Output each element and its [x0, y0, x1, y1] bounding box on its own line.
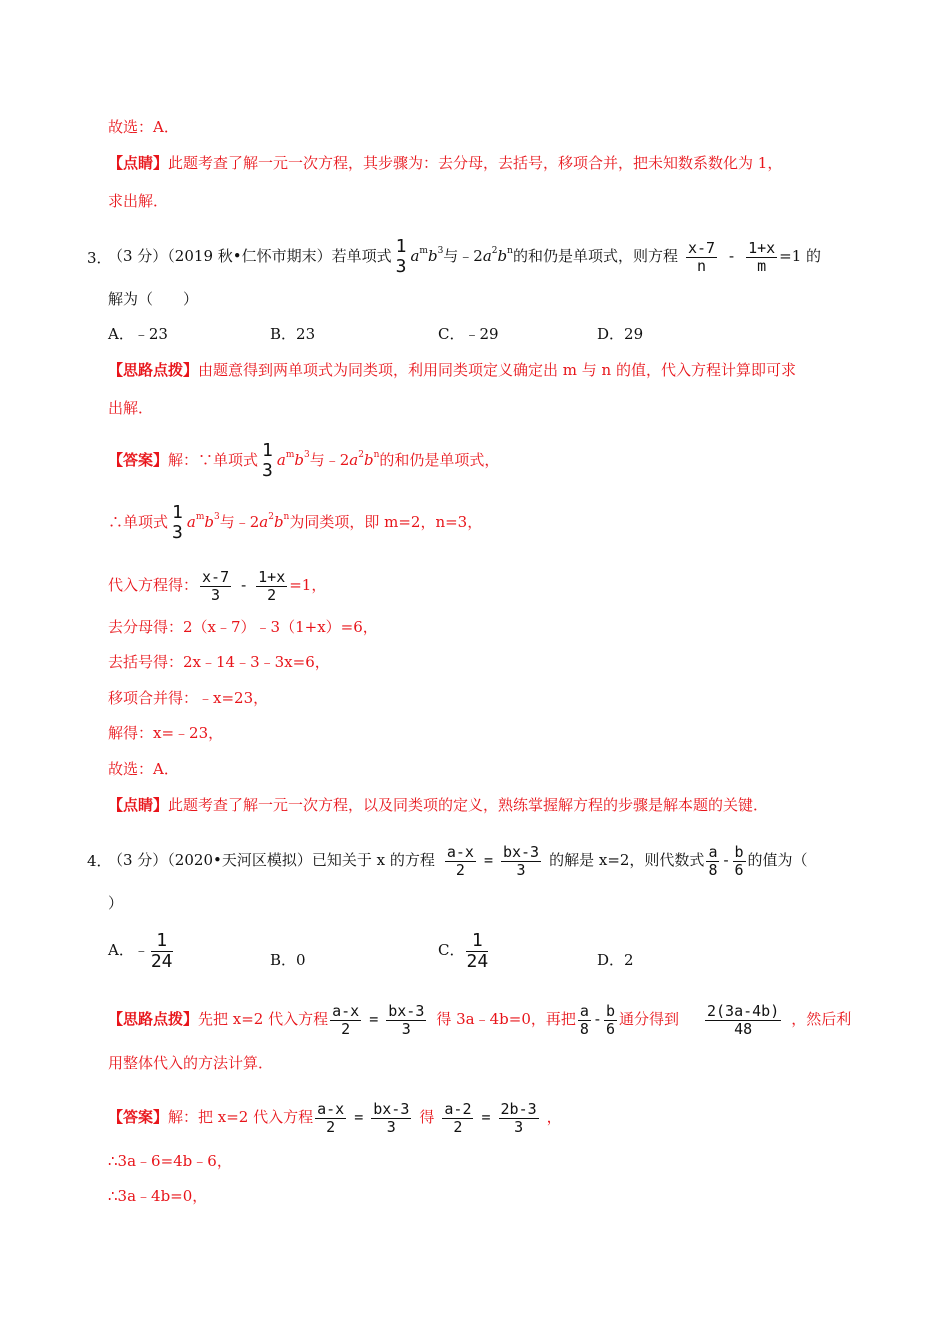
q4-hint-tag: 【思路点拨】 — [108, 1010, 199, 1028]
q3-answer-2a: ∴单项式 — [108, 513, 169, 531]
q3-option-b: B．23 — [270, 325, 316, 343]
q3-comment — [108, 795, 768, 815]
q4-answer-b: 得 — [419, 1108, 435, 1126]
comment-line — [108, 153, 782, 173]
q4-h-g1-den: 8 — [579, 1019, 589, 1038]
q4-g2-num: b — [734, 842, 744, 861]
q3-option-c: C．﹣29 — [438, 325, 499, 343]
q4-option-b: B．0 — [270, 951, 306, 969]
q4-h-f3-den: 48 — [734, 1019, 753, 1038]
q3-answer-2b: 为同类项，即 m=2，n=3， — [289, 513, 483, 531]
q4-hint-expr-fraction-1 — [578, 1003, 591, 1038]
q4-answer-tag: 【答案】 — [108, 1108, 169, 1126]
q4-a-f2-num: bx-3 — [373, 1099, 410, 1118]
q4-stem-mid: 的解是 x=2，则代数式 — [549, 851, 705, 869]
q4-hint-fraction-1 — [330, 1003, 361, 1038]
q4-a-f2-den: 3 — [386, 1117, 396, 1136]
q3-stem — [108, 224, 821, 288]
q3-mono1-b: b — [427, 247, 438, 265]
q4-a-f4-den: 3 — [514, 1117, 524, 1136]
comment-tag: 【点睛】 — [108, 154, 169, 172]
q3-answer-1a: 解：∵单项式 — [168, 451, 259, 469]
q4-step-1: ∴3a﹣6=4b﹣6， — [108, 1152, 232, 1170]
q3-answer-3-fraction-2 — [256, 569, 287, 604]
q4-h-f2-num: bx-3 — [388, 1001, 425, 1020]
q4-h-g1-num: a — [579, 1001, 589, 1020]
q4-oc-num: 1 — [466, 931, 488, 952]
q3-answer-1 — [108, 428, 499, 492]
q4-answer-fraction-3 — [442, 1101, 473, 1136]
q4-f1-den: 2 — [455, 860, 465, 879]
q4-option-a-label: A．﹣ — [108, 941, 149, 959]
q4-answer-fraction-4 — [499, 1101, 539, 1136]
q4-hint — [108, 984, 851, 1054]
q3-a1-a: a — [276, 451, 286, 469]
q4-option-c-fraction — [466, 931, 488, 972]
q3-hint-tag: 【思路点拨】 — [108, 361, 199, 379]
q4-hint-d: ，然后利 — [791, 1010, 852, 1028]
q3-a1-b2: b — [363, 451, 374, 469]
q4-answer-a: 解：把 x=2 代入方程 — [168, 1108, 314, 1126]
q3-mono2-a: a — [482, 247, 492, 265]
q4-f2-den: 3 — [516, 860, 526, 879]
q4-h-f1-den: 2 — [341, 1019, 351, 1038]
q3-hint-line-2: 出解． — [108, 399, 154, 417]
q4-g2-den: 6 — [734, 860, 744, 879]
conclusion-line: 故选：A． — [108, 118, 179, 136]
q4-answer-c: ， — [546, 1108, 562, 1126]
q3-mono2-exp-n: n — [507, 246, 513, 256]
q4-f1-num: a-x — [446, 842, 474, 861]
q3-step-3: 移项合并得：﹣x=23， — [108, 689, 269, 707]
q3-answer-2 — [108, 490, 482, 554]
q4-oc-den: 24 — [466, 950, 489, 972]
q4-answer-1 — [108, 1082, 562, 1152]
q4-hint-expr-fraction-2 — [604, 1003, 617, 1038]
q3-answer-tag: 【答案】 — [108, 451, 169, 469]
q3-hint-text: 由题意得到两单项式为同类项，利用同类项定义确定出 m 与 n 的值，代入方程计算即可求 — [198, 361, 796, 379]
q3-hint — [108, 360, 796, 380]
q3-answer-3 — [108, 555, 326, 615]
q4-h-f3-num: 2(3a-4b) — [707, 1001, 780, 1020]
q4-step-2: ∴3a﹣4b=0， — [108, 1187, 208, 1205]
q3-comment-tag: 【点睛】 — [108, 796, 169, 814]
q3-coef-fraction — [394, 237, 409, 277]
comment-line-2: 求出解． — [108, 192, 169, 210]
q3-a3-f1-num: x-7 — [202, 567, 230, 586]
q4-oa-num: 1 — [151, 931, 173, 952]
q3-stem-pre: （3 分）（2019 秋•仁怀市期末）若单项式 — [108, 247, 392, 265]
q3-a3-minus: - — [239, 576, 249, 594]
q3-a2-exp-n: n — [283, 512, 290, 522]
q4-a-f3-den: 2 — [453, 1117, 463, 1136]
q4-stem — [108, 830, 808, 890]
q4-answer-fraction-1 — [315, 1101, 346, 1136]
q3-number: 3． — [87, 249, 112, 267]
q4-answer-equals-2: = — [481, 1108, 491, 1126]
q4-number: 4． — [87, 852, 112, 870]
q4-option-a — [108, 920, 175, 980]
q4-option-c — [438, 920, 490, 980]
q3-answer-2-fraction — [170, 503, 185, 543]
q3-eq-f2-num: 1+x — [748, 238, 776, 257]
q3-option-a: A．﹣23 — [108, 325, 168, 343]
q4-fraction-2 — [501, 844, 541, 879]
q4-expr-minus: - — [721, 851, 731, 869]
q4-h-g2-num: b — [605, 1001, 615, 1020]
q3-a2-a: a — [186, 513, 196, 531]
q3-coef-den: 3 — [395, 256, 407, 277]
q3-a1-exp-n: n — [373, 450, 380, 460]
q3-coef-num: 1 — [395, 236, 407, 257]
q3-a2-num: 1 — [172, 502, 183, 523]
q3-stem-mid: 的和仍是单项式，则方程 — [512, 247, 678, 265]
q3-answer-3-fraction-1 — [200, 569, 231, 604]
q3-a3-f2-num: 1+x — [258, 567, 286, 586]
q3-a1-b: b — [294, 451, 304, 469]
q4-answer-fraction-2 — [371, 1101, 411, 1136]
q3-step-4: 解得：x=﹣23， — [108, 724, 224, 742]
q3-eq-tail: =1 的 — [779, 247, 822, 265]
q3-answer-3b: =1， — [289, 576, 327, 594]
q4-a-f1-num: a-x — [317, 1099, 345, 1118]
q3-a1-exp-3: 3 — [303, 450, 310, 460]
q4-hint-expr-minus: - — [592, 1010, 602, 1028]
q3-a2-a2: a — [259, 513, 269, 531]
q3-a1-den: 3 — [262, 460, 273, 481]
q4-hint-a: 先把 x=2 代入方程 — [198, 1010, 329, 1028]
q4-option-c-label: C． — [438, 941, 465, 959]
q4-hint-b: 得 3a﹣4b=0，再把 — [436, 1010, 576, 1028]
q4-f2-num: bx-3 — [502, 842, 540, 861]
q3-eq-fraction-1 — [686, 240, 717, 275]
q3-and: 与﹣2 — [443, 247, 483, 265]
q4-stem-tail: 的值为（ — [747, 851, 808, 869]
q3-mono1-exp-3: 3 — [437, 246, 444, 256]
q4-h-g2-den: 6 — [605, 1019, 615, 1038]
q3-answer-1b: 的和仍是单项式， — [379, 451, 500, 469]
q3-a2-exp-m: m — [195, 512, 205, 522]
q4-equals: = — [483, 851, 493, 869]
q4-hint-c: 通分得到 — [618, 1010, 679, 1028]
q4-expr-fraction-1 — [706, 844, 719, 879]
q3-eq-f2-den: m — [757, 256, 767, 275]
q3-a2-den: 3 — [172, 522, 183, 543]
q3-mono2-exp-2: 2 — [491, 246, 498, 256]
q3-eq-f1-num: x-7 — [687, 238, 716, 257]
q3-comment-text: 此题考查了解一元一次方程，以及同类项的定义，熟练掌握解方程的步骤是解本题的关键． — [168, 796, 769, 814]
q3-a2-exp-3: 3 — [213, 512, 220, 522]
q4-answer-equals-1: = — [354, 1108, 364, 1126]
q3-a2-b2: b — [273, 513, 284, 531]
q3-a2-exp-2: 2 — [268, 512, 274, 522]
q3-a2-b: b — [204, 513, 214, 531]
q4-option-d: D．2 — [597, 951, 634, 969]
q3-step-1: 去分母得：2（x﹣7）﹣3（1+x）=6， — [108, 618, 378, 636]
q4-a-f1-den: 2 — [326, 1117, 336, 1136]
q3-answer-3a: 代入方程得： — [108, 576, 199, 594]
q4-hint-equals: = — [369, 1010, 379, 1028]
q4-oa-den: 24 — [150, 950, 173, 972]
q3-step-5: 故选：A． — [108, 760, 179, 778]
q3-a1-a2: a — [349, 451, 359, 469]
q4-option-a-fraction — [151, 931, 173, 972]
q3-answer-1-fraction — [260, 441, 275, 481]
q4-hint-line-2: 用整体代入的方法计算． — [108, 1054, 274, 1072]
q3-mono2-b: b — [497, 247, 508, 265]
q3-eq-fraction-2 — [746, 240, 777, 275]
comment-text: 此题考查了解一元一次方程，其步骤为：去分母，去括号，移项合并，把未知数系数化为 1， — [168, 154, 783, 172]
q3-mono1-exp-m: m — [419, 246, 428, 256]
q3-a3-f1-den: 3 — [211, 585, 221, 604]
q4-fraction-1 — [445, 844, 476, 879]
q4-stem-line-2: ） — [108, 894, 124, 912]
q4-a-f3-num: a-2 — [444, 1099, 472, 1118]
q3-option-d: D．29 — [597, 325, 644, 343]
q4-g1-den: 8 — [708, 860, 718, 879]
q4-expr-fraction-2 — [733, 844, 746, 879]
q3-mono1-a: a — [410, 247, 420, 265]
q4-g1-num: a — [708, 842, 718, 861]
q3-a1-exp-2: 2 — [358, 450, 364, 460]
q4-stem-pre: （3 分）（2020•天河区模拟）已知关于 x 的方程 — [108, 851, 435, 869]
q4-h-f1-num: a-x — [332, 1001, 360, 1020]
q3-a2-and: 与﹣2 — [219, 513, 260, 531]
q4-hint-fraction-3 — [705, 1003, 781, 1038]
q3-a1-exp-m: m — [285, 450, 295, 460]
q3-a3-f2-den: 2 — [267, 585, 277, 604]
q3-eq-minus: - — [727, 247, 737, 265]
q4-hint-fraction-2 — [386, 1003, 426, 1038]
q3-a1-num: 1 — [262, 440, 273, 461]
q3-eq-f1-den: n — [696, 256, 707, 275]
q3-stem-line-2: 解为（ ） — [108, 290, 199, 308]
q3-a1-and: 与﹣2 — [309, 451, 350, 469]
q4-a-f4-num: 2b-3 — [500, 1099, 537, 1118]
q3-step-2: 去括号得：2x﹣14﹣3﹣3x=6， — [108, 653, 330, 671]
q4-h-f2-den: 3 — [401, 1019, 411, 1038]
